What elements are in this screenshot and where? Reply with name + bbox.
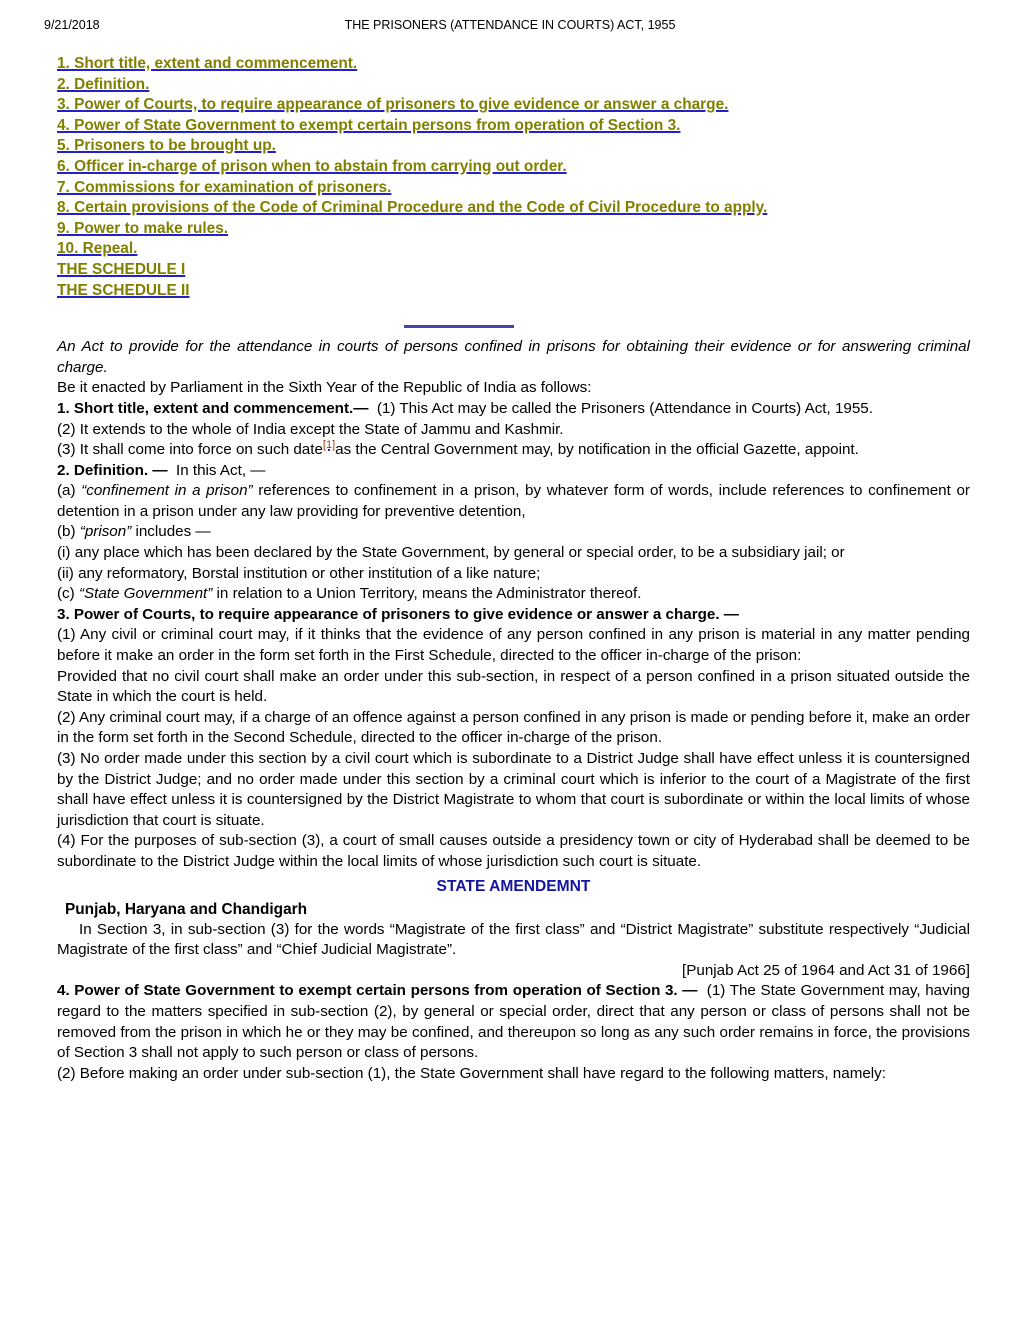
clause-c-term: “State Government” bbox=[78, 585, 213, 603]
list-item bbox=[57, 239, 970, 260]
section-2-clause-b bbox=[57, 522, 970, 543]
list-item bbox=[57, 260, 970, 281]
clause-c-prefix: (c) bbox=[57, 585, 79, 603]
section-2-lead: In this Act, — bbox=[176, 461, 266, 479]
list-item bbox=[57, 178, 970, 199]
clause-a-rest: references to confinement in a prison, by whatever form of words, include references to confinement or detention in a prison under any law providing for preventive detention, bbox=[57, 482, 970, 520]
toc-link-schedule-2[interactable]: THE SCHEDULE II bbox=[57, 281, 190, 299]
header-date: 9/21/2018 bbox=[44, 18, 100, 32]
document-content bbox=[57, 54, 970, 1084]
footnote-ref-1[interactable]: [1] bbox=[322, 439, 336, 452]
section-3-dash: — bbox=[723, 605, 739, 623]
horizontal-rule-divider bbox=[404, 325, 514, 328]
table-of-contents bbox=[57, 54, 970, 301]
toc-link-section-2[interactable]: 2. Definition. bbox=[57, 75, 150, 93]
section-3-sub-3: (3) No order made under this section by a civil court which is subordinate to a District Judge shall have effect unless it is countersigned by the District Judge; and no order made under this section by a criminal court which is inferior to the court of a Magistrate of the first shall have effect unless it is countersigned by the District Magistrate to whom that court is subordinate or within the local limits of whose jurisdiction that court is situate. bbox=[57, 750, 970, 829]
section-1-sub-3-text-after: as the Central Government may, by notification in the official Gazette, appoint. bbox=[335, 441, 859, 459]
section-4-sub-2: (2) Before making an order under sub-section (1), the State Government shall have regard to the following matters, namely: bbox=[57, 1064, 886, 1082]
section-2-clause-b-ii: (ii) any reformatory, Borstal institution or other institution of a like nature; bbox=[57, 564, 541, 582]
section-2-dash: — bbox=[152, 461, 168, 479]
toc-link-schedule-1[interactable]: THE SCHEDULE I bbox=[57, 260, 186, 278]
toc-link-section-10[interactable]: 10. Repeal. bbox=[57, 240, 138, 258]
section-3-paragraph bbox=[57, 605, 970, 667]
section-4-paragraph bbox=[57, 981, 970, 1063]
state-amendment-body: In Section 3, in sub-section (3) for the words “Magistrate of the first class” and “District Magistrate” substitute respectively “Judicial Magistrate of the first class” and “Chief Judicial Magistrate”. bbox=[57, 920, 970, 959]
section-4-heading: 4. Power of State Government to exempt certain persons from operation of Section 3. bbox=[57, 982, 678, 1000]
section-2-heading: 2. Definition. bbox=[57, 461, 149, 479]
state-amendment-heading: STATE AMENDEMNT bbox=[436, 877, 591, 895]
page-header bbox=[0, 18, 1020, 38]
section-2-clause-a bbox=[57, 481, 970, 522]
list-item bbox=[57, 198, 970, 219]
section-2-clause-b-i: (i) any place which has been declared by the State Government, by general or special order, to be a subsidiary jail; or bbox=[57, 544, 845, 562]
section-1-sub-2: (2) It extends to the whole of India except the State of Jammu and Kashmir. bbox=[57, 420, 564, 438]
section-1-sub-1: (1) This Act may be called the Prisoners (Attendance in Courts) Act, 1955. bbox=[376, 399, 873, 417]
clause-a-term: “confinement in a prison” bbox=[81, 482, 253, 500]
section-1-paragraph bbox=[57, 399, 970, 420]
clause-b-rest: includes — bbox=[131, 523, 211, 541]
section-3-heading: 3. Power of Courts, to require appearance of prisoners to give evidence or answer a charge. bbox=[57, 605, 720, 623]
clause-a-prefix: (a) bbox=[57, 482, 82, 500]
list-item bbox=[57, 116, 970, 137]
section-3-sub-2: (2) Any criminal court may, if a charge of an offence against a person confined in any prison is made or pending before it, make an order in the form set forth in the Second Schedule, directed to the officer in-charge of the prison. bbox=[57, 708, 970, 747]
toc-link-section-8[interactable]: 8. Certain provisions of the Code of Criminal Procedure and the Code of Civil Procedure to apply. bbox=[57, 199, 768, 217]
toc-link-section-9[interactable]: 9. Power to make rules. bbox=[57, 219, 229, 237]
section-2-clause-c bbox=[57, 584, 970, 605]
list-item bbox=[57, 157, 970, 178]
clause-b-term: “prison” bbox=[79, 523, 132, 541]
state-amendment-text bbox=[57, 920, 970, 961]
toc-link-section-5[interactable]: 5. Prisoners to be brought up. bbox=[57, 137, 276, 155]
list-item bbox=[57, 281, 970, 302]
section-1-sub-3 bbox=[57, 440, 970, 461]
section-2-paragraph bbox=[57, 461, 970, 482]
list-item bbox=[57, 54, 970, 75]
toc-link-section-6[interactable]: 6. Officer in-charge of prison when to abstain from carrying out order. bbox=[57, 157, 567, 175]
toc-link-section-4[interactable]: 4. Power of State Government to exempt certain persons from operation of Section 3. bbox=[57, 116, 681, 134]
clause-c-rest: in relation to a Union Territory, means the Administrator thereof. bbox=[212, 585, 642, 603]
section-3-sub-4: (4) For the purposes of sub-section (3), a court of small causes outside a presidency town or city of Hyderabad shall be deemed to be subordinate to the District Judge within the local limits of whose jurisdiction such court is situate. bbox=[57, 832, 970, 870]
state-amendment-state-name: Punjab, Haryana and Chandigarh bbox=[65, 900, 308, 918]
section-3-sub-1: (1) Any civil or criminal court may, if it thinks that the evidence of any person confined in any prison is material in any matter pending before it make an order in the form set forth in the First Schedule, directed to the officer in-charge of the prison: bbox=[57, 626, 970, 665]
section-3-proviso: Provided that no civil court shall make an order under this sub-section, in respect of a person confined in a prison situated outside the State in which the court is held. bbox=[57, 667, 970, 706]
section-4-sub-1: (1) The State Government may, having regard to the matters specified in sub-section (2), by general or special order, direct that any person or class of persons shall not be removed from the prison in which he or they may be confined, and thereupon so long as any such order remains in force, the provisions of Section 3 shall not apply to such person or class of persons. bbox=[57, 982, 970, 1062]
list-item bbox=[57, 95, 970, 116]
clause-b-prefix: (b) bbox=[57, 523, 80, 541]
section-1-heading: 1. Short title, extent and commencement. bbox=[57, 399, 354, 417]
toc-link-section-7[interactable]: 7. Commissions for examination of prisoners. bbox=[57, 178, 392, 196]
list-item bbox=[57, 75, 970, 96]
state-amendment-citation: [Punjab Act 25 of 1964 and Act 31 of 1966] bbox=[682, 961, 970, 979]
section-1-dash: — bbox=[353, 399, 369, 417]
section-1-sub-3-text-before: (3) It shall come into force on such date bbox=[57, 441, 323, 459]
toc-link-section-3[interactable]: 3. Power of Courts, to require appearance of prisoners to give evidence or answer a charge. bbox=[57, 96, 729, 114]
header-title: THE PRISONERS (ATTENDANCE IN COURTS) ACT, 1955 bbox=[344, 18, 676, 32]
list-item bbox=[57, 219, 970, 240]
enacting-clause: Be it enacted by Parliament in the Sixth Year of the Republic of India as follows: bbox=[57, 379, 592, 397]
list-item bbox=[57, 136, 970, 157]
section-divider-wrap bbox=[57, 315, 970, 323]
preamble-paragraph: An Act to provide for the attendance in courts of persons confined in prisons for obtaining their evidence or for answering criminal charge. bbox=[57, 338, 970, 376]
section-4-dash: — bbox=[682, 982, 698, 1000]
toc-link-section-1[interactable]: 1. Short title, extent and commencement. bbox=[57, 55, 358, 72]
